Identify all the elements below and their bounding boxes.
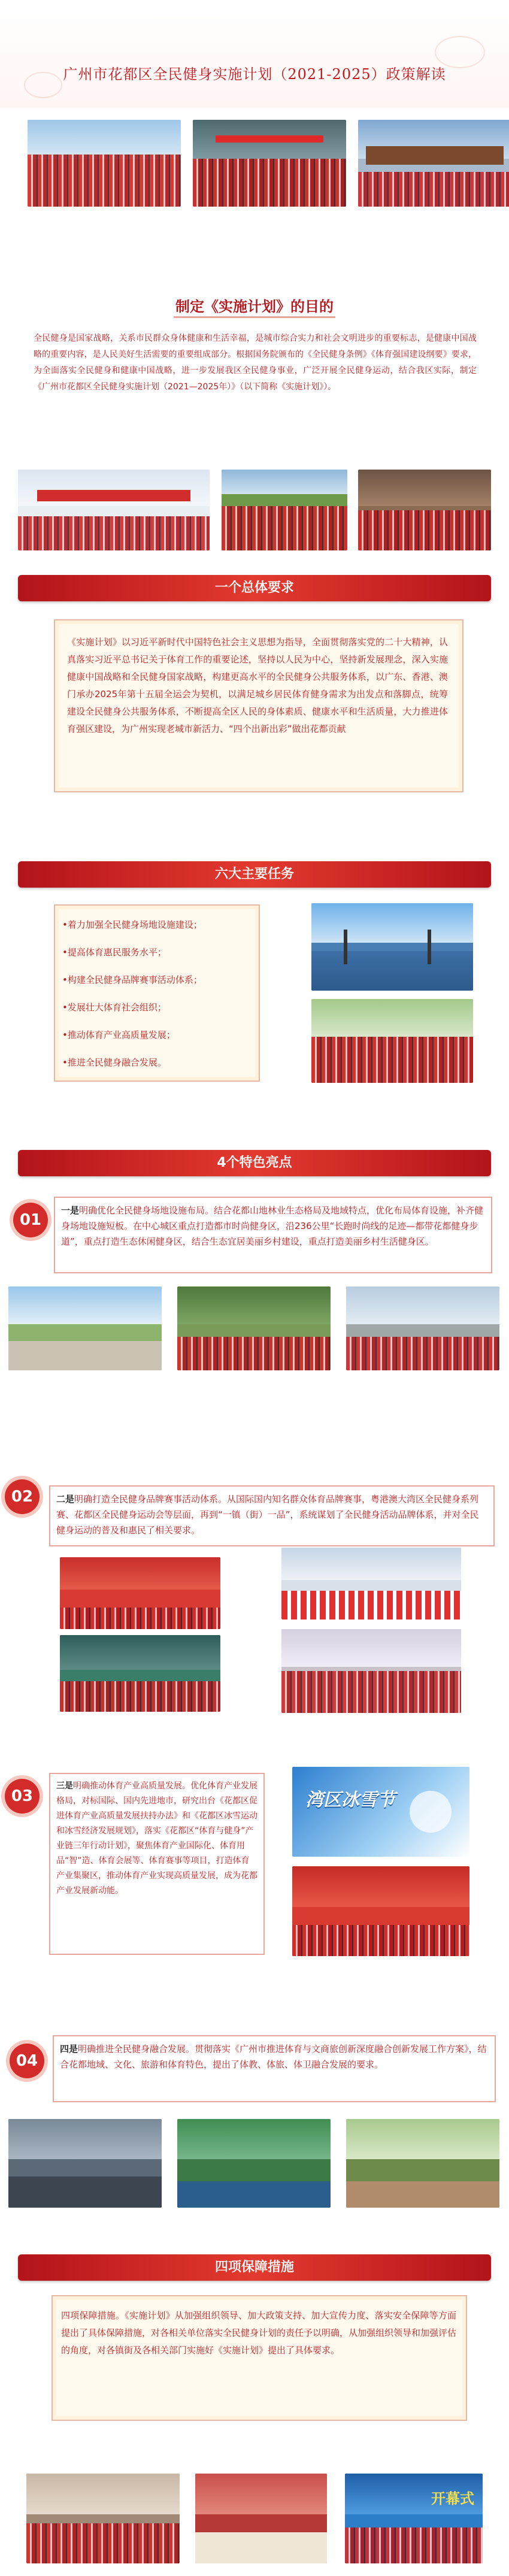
feature-02-box [49,1485,495,1546]
feature-01-photo-park [8,1287,162,1370]
feature-01-text: 明确优化全民健身场地设施布局。结合花都山地林业生态格局及地域特点，优化布局体育设施，补齐健身场地设施短板。在中心城区重点打造都市时尚健身区，沿236公里“长跑时尚线的足迹—都带花都健身步道”，重点打造生态休闲健身区，结合生态宜居美丽乡村建设，重点打造美丽乡村生活健身区。 [61,1205,484,1247]
tasks-photo-basketball-court [311,903,473,991]
feature-03-badge: 03 [5,1779,40,1814]
features-heading: 4个特色亮点 [18,1150,491,1176]
purpose-photo-park-run [222,470,347,550]
feature-04-box [53,2035,496,2102]
tasks-heading: 六大主要任务 [18,861,491,888]
purpose-photo-snow-event [18,470,210,550]
guarantee-body: 四项保障措施。《实施计划》从加强组织领导、加大政策支持、加大宣传力度、落实安全保障等方面提出了具体保障措施，对各相关单位落实全民健身计划的责任予以明确，从加强组织领导和加强评估的角度，对各镇街及各相关部门实施好《实施计划》提出了具体要求。 [61,2310,457,2356]
overall-body: 《实施计划》以习近平新时代中国特色社会主义思想为指导，全面贯彻落实党的二十大精神，认真落实习近平总书记关于体育工作的重要论述，坚持以人民为中心，坚持新发展理念，深入实施健康中国战略和全民健身国家战略，构建更高水平的全民健身公共服务体系，以广东、香港、澳门承办2025年第十五届全运会为契机，以满足城乡居民体育健身需求为出发点和落脚点，统筹建设全民健身公共服务体系，不断提高全区人民的身体素质、健康水平和生活质量，大力推进体育强区建设，为广州实现老城市新活力、“四个出新出彩”做出花都贡献 [67,637,448,734]
header-photo-race-start [193,120,346,207]
purpose-heading-underline [174,316,335,318]
feature-03-text: 明确推动体育产业高质量发展。优化体育产业发展格局，对标国际、国内先进地市，研究出台《花都区促进体育产业高质量发展扶持办法》和《花都区冰雪运动和冰雪经济发展规划》，落实《花都区“体育与健身”产业链三年行动计划》，聚焦体育产业国际化、体育用品“智”造、体育会展等、体育赛事等项目，打造体育产业集聚区，推动体育产业实现高质量发展，成为花都产业发展新动能。 [56,1781,257,1896]
task-item: •着力加强全民健身场地设施建设； [62,919,202,930]
snowboarder-icon [410,1791,452,1833]
feature-03-poster-ice-snow [292,1767,469,1857]
feature-01-lead: 一是 [61,1205,80,1216]
task-item: •推进全民健身融合发展。 [62,1057,166,1068]
task-item: •构建全民健身品牌赛事活动体系； [62,974,202,985]
purpose-body: 全民健身是国家战略，关系市民群众身体健康和生活幸福，是城市综合实力和社会文明进步的重要标志，是健康中国战略的重要内容，是人民美好生活需要的重要组成部分。根据国务院颁布的《全民健身条例》《体育强国建设纲要》要求，为全面落实全民健身和健康中国战略，进一步发展我区全民健身事业，广泛开展全民健身运动，结合我区实际，制定《广州市花都区全民健身实施计划（2021—2025年）》（以下简称《实施计划》）。 [34,334,477,392]
feature-03-lead: 三是 [56,1781,73,1791]
task-item: •推动体育产业高质量发展； [62,1030,175,1040]
feature-04-photo-garden [346,2119,499,2208]
feature-02-text: 明确打造全民健身品牌赛事活动体系。从国际国内知名群众体育品牌赛事，粤港澳大湾区全民健身系列赛、花都区全民健身运动会等层面，再到“一镇（街）一品”，系统谋划了全民健身活动品牌体系，并对全民健身运动的普及和惠民了相关要求。 [56,1494,479,1536]
feature-02-photo-stadium [281,1548,461,1620]
feature-04-text: 明确推进全民健身融合发展。贯彻落实《广州市推进体育与文商旅创新深度融合创新发展工作方案》，结合花都地域、文化、旅游和体育特色，提出了体教、体旅、体卫融合发展的要求。 [60,2044,487,2070]
feature-01-photo-plaza [346,1287,499,1370]
page-title: 广州市花都区全民健身实施计划（2021-2025）政策解读 [63,66,446,83]
feature-04-photo-walkway [8,2119,162,2208]
feature-02-photo-court [60,1635,220,1712]
feature-04-lead: 四是 [60,2044,78,2054]
opening-poster-text: 开幕式 [431,2490,474,2507]
feature-01-box [54,1197,492,1273]
feature-02-photo-runners [281,1629,461,1713]
purpose-photo-gym-dance [358,470,491,550]
feature-02-photo-stage [60,1557,220,1629]
tasks-photo-fitness-class [311,999,473,1083]
feature-02-lead: 二是 [56,1494,75,1505]
task-item: •提高体育惠民服务水平； [62,947,166,958]
header-photo-gathering [358,120,509,207]
feature-04-photo-court [177,2119,331,2208]
purpose-heading: 制定《实施计划》的目的 [175,298,334,315]
feature-03-photo-stage [292,1866,469,1956]
feature-01-badge: 01 [13,1203,48,1237]
overall-heading: 一个总体要求 [18,575,491,601]
tasks-list [62,918,248,1070]
guarantee-photo-display [195,2474,327,2563]
header-photo-marathon [28,120,181,207]
guarantee-photo-opening [345,2474,483,2563]
guarantee-heading: 四项保障措施 [18,2254,491,2281]
guarantee-photo-meeting [26,2474,180,2563]
poster-title: 湾区冰雪节 [305,1790,395,1811]
page-header [0,0,509,108]
feature-03-box [49,1773,265,1955]
feature-01-photo-trail [177,1287,331,1370]
feature-02-badge: 02 [5,1479,40,1514]
feature-04-badge: 04 [10,2044,44,2078]
task-item: •发展壮大体育社会组织； [62,1002,166,1013]
